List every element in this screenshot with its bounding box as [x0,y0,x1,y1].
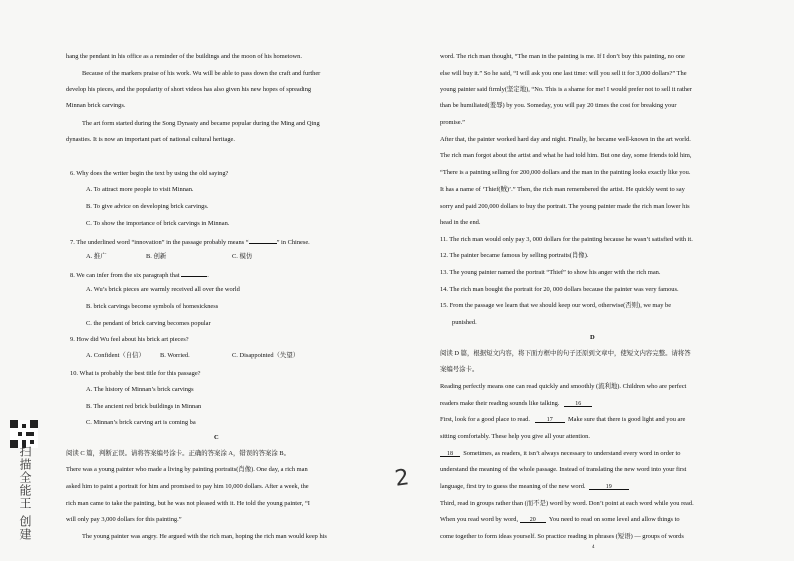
question-7-stem: 7. The underlined word “innovation” in the passage probably means “ ” in Chinese. [70,239,310,246]
question-8-stem: 8. We can infer from the six paragraph that . [70,272,209,279]
passage-line: hang the pendant in his office as a reminder of the buildings and the moon of his hometown. [66,53,302,60]
passage-c-line: than be humiliated(羞辱) by you. Someday, you will pay 20 times the cost for breaking your [440,102,677,109]
passage-d-line: First, look for a good place to read. 17 Make sure that there is good light and you are [440,416,686,423]
passage-c-line: There was a young painter who made a living by painting portraits(肖像). One day, a rich man [66,466,308,473]
passage-line: dynasties. It is now an important part of national cultural heritage. [66,136,235,143]
passage-d-line: Third, read in groups rather than (而不是) word by word. Don’t point at each word while you read. [440,500,694,507]
section-c-title: C [214,434,219,441]
section-d-instructions: 阅读 D 篇，根据短文内容，将下面方框中的句子还原到文章中，使短文内容完整。请将答 [440,350,691,357]
q9-option-b: B. Worried. [160,352,190,359]
q6-option-a: A. To attract more people to visit Minnan. [86,186,194,193]
passage-line: Minnan brick carvings. [66,102,126,109]
passage-line: develop his pieces, and the popularity of short videos has also given his new hopes of spreading [66,86,312,93]
passage-c-line: “There is a painting selling for 200,000 dollars and the man in the painting looks exactly like you. [440,169,691,176]
q10-option-b: B. The ancient red brick buildings in Minnan [86,403,202,410]
blank-16: 16 [564,400,592,407]
passage-c-line: rich man came to take the painting, but he was not pleased with it. He told the young painter, “I [66,500,310,507]
statement-15: 15. From the passage we learn that we should keep our word, otherwise(否则), we may be [440,302,672,309]
section-d-title: D [590,334,595,341]
passage-c-line: After that, the painter worked hard day and night. Finally, he became well-known in the art world. [440,136,691,143]
q8-option-b: B. brick carvings become symbols of homesickness [86,303,219,310]
statement-12: 12. The painter became famous by selling portraits(肖像). [440,252,589,259]
passage-d-line: come together to form ideas yourself. So practice reading in phrases (短语) — groups of words [440,533,684,540]
passage-c-line: word. The rich man thought, “The man in the painting is me. If I don’t buy this painting, no one [440,53,685,60]
passage-c-line: young painter said firmly(坚定地), “No. This is a shame for me! I would prefer not to sell it rather [440,86,692,93]
q6-option-c: C. To show the importance of brick carvings in Minnan. [86,220,230,227]
passage-line: The art form started during the Song Dynasty and became popular during the Ming and Qing [82,120,320,127]
section-d-instructions: 案编号涂卡。 [440,366,479,373]
question-10-stem: 10. What is probably the best title for this passage? [70,370,201,377]
passage-c-line: head in the end. [440,219,481,226]
blank-17: 17 [535,416,565,423]
qr-code-icon [10,420,38,448]
passage-d-line: 18 Sometimes, as readers, it isn’t always necessary to understand every word in order to [440,450,681,458]
statement-13: 13. The young painter named the portrait “Thief” to show his anger with the rich man. [440,269,661,276]
question-6-stem: 6. Why does the writer begin the text by using the old saying? [70,170,229,177]
q6-option-b: B. To give advice on developing brick carvings. [86,203,209,210]
q9-option-a: A. Confident（自信） [86,352,145,359]
passage-c-line: The young painter was angry. He argued with the rich man, hoping the rich man would keep his [82,533,327,540]
handwritten-mark: 2 [393,465,411,492]
passage-c-line: It has a name of ‘Thief(贼)’.” Then, the rich man remembered the artist. He quickly went to say [440,186,685,193]
passage-d-line: When you read word by word, 20 You need to read on some level and allow things to [440,516,680,523]
q7-option-b: B. 创新 [146,253,167,260]
scanner-watermark: 扫描全能王 创建 [18,445,32,541]
passage-c-line: promise.” [440,119,466,126]
question-9-stem: 9. How did Wu feel about his brick art pieces? [70,336,189,343]
passage-c-line: will only pay 3,000 dollars for this painting.” [66,516,182,523]
q8-option-c: C. the pendant of brick carving becomes popular [86,320,211,327]
right-page [410,0,794,561]
passage-d-line: sitting comfortably. These help you give all your attention. [440,433,590,440]
passage-c-line: asked him to paint a portrait for him and promised to pay him 10,000 dollars. After a week, the [66,483,309,490]
q7-option-c: C. 模仿 [232,253,253,260]
passage-d-line: readers make their reading sounds like talking. 16 [440,400,592,408]
passage-c-line: The rich man forgot about the artist and what he had told him. But one day, some friends told him, [440,152,692,159]
passage-c-line: sorry and paid 200,000 dollars to buy the portrait. The young painter made the rich man lower his [440,203,690,210]
q10-option-c: C. Minnan’s brick carving art is coming ba [86,419,196,426]
passage-c-line: else will buy it.” So he said, “I will ask you one last time: will you sell it for 3,000 dollars?” The [440,70,687,77]
q9-option-c: C. Disappointed（失望） [232,352,300,359]
passage-line: Because of the markers praise of his work. Wu will be able to pass down the craft and further [82,70,321,77]
blank-19: 19 [589,483,629,490]
passage-d-line: Reading perfectly means one can read quickly and smoothly (流利地). Children who are perfect [440,383,687,390]
page-number: 4 [592,545,595,550]
blank-20: 20 [520,516,546,523]
q10-option-a: A. The history of Minnan’s brick carvings [86,386,194,393]
q8-option-a: A. Wu’s brick pieces are warmly received all over the world [86,286,240,293]
statement-15-cont: punished. [452,319,477,326]
statement-11: 11. The rich man would only pay 3, 000 dollars for the painting because he wasn’t satisfied with it. [440,236,693,243]
statement-14: 14. The rich man bought the portrait for 20, 000 dollars because the painter was very famous. [440,286,679,293]
passage-d-line: language, first try to guess the meaning of the new word. 19 [440,483,629,491]
section-c-instructions: 阅读 C 篇，判断正误。请将答案编号涂卡。正确的答案涂 A，错误的答案涂 B。 [66,450,291,457]
blank-18: 18 [440,450,460,457]
passage-d-line: understand the meaning of the whole passage. Instead of translating the new word into your first [440,466,687,473]
q7-option-a: A. 推广 [86,253,107,260]
